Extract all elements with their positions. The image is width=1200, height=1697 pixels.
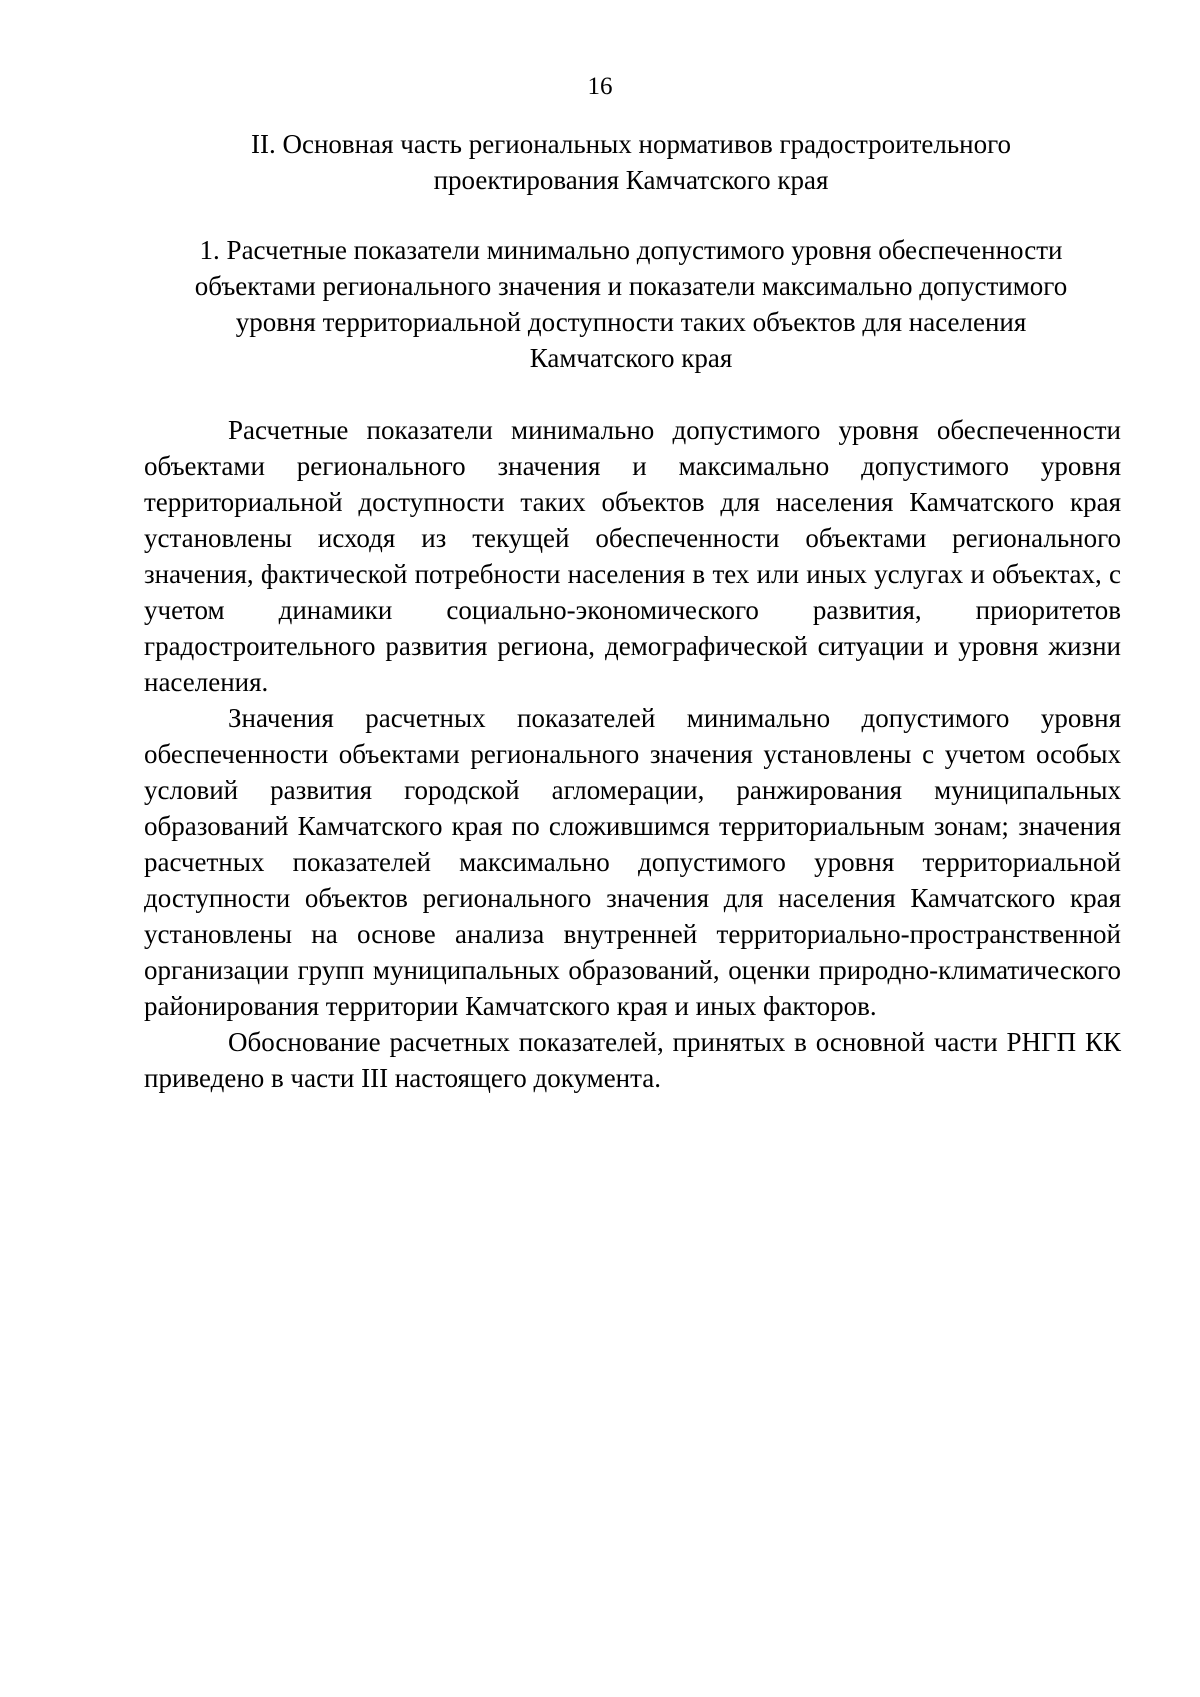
paragraph: Значения расчетных показателей минимально допустимого уровня обеспеченности объектами регионального значения установлены с учетом особых условий развития городской агломерации, ранжирования муниципальных образований Камчатского края по сложившимся территориальным зонам; значения расчетных показателей максимально допустимого уровня территориальной доступности объектов регионального значения для населения Камчатского края установлены на основе анализа внутренней территориально-пространственной организации групп муниципальных образований, оценки природно-климатического районирования территории Камчатского края и иных факторов.: [144, 703, 1121, 1021]
paragraph: Расчетные показатели минимально допустимого уровня обеспеченности объектами регионального значения и максимально допустимого уровня территориальной доступности таких объектов для населения Камчатского края установлены исходя из текущей обеспеченности объектами регионального значения, фактической потребности населения в тех или иных услугах и объектах, с учетом динамики социально-экономического развития, приоритетов градостроительного развития региона, демографической ситуации и уровня жизни населения.: [144, 415, 1121, 697]
subsection-title: [140, 232, 1122, 376]
section-title: [140, 126, 1122, 198]
section-title-line: проектирования Камчатского края: [433, 165, 829, 195]
subsection-title-line: 1. Расчетные показатели минимально допустимого уровня обеспеченности: [199, 235, 1063, 265]
subsection-title-line: объектами регионального значения и показатели максимально допустимого: [194, 271, 1068, 301]
subsection-title-line: Камчатского края: [529, 343, 733, 373]
section-title-line: II. Основная часть региональных нормативов градостроительного: [251, 129, 1011, 159]
subsection-title-line: уровня территориальной доступности таких объектов для населения: [235, 307, 1027, 337]
page-number: 16: [587, 73, 613, 100]
body-text: [144, 412, 1121, 1096]
paragraph: Обоснование расчетных показателей, принятых в основной части РНГП КК приведено в части III настоящего документа.: [144, 1027, 1121, 1093]
